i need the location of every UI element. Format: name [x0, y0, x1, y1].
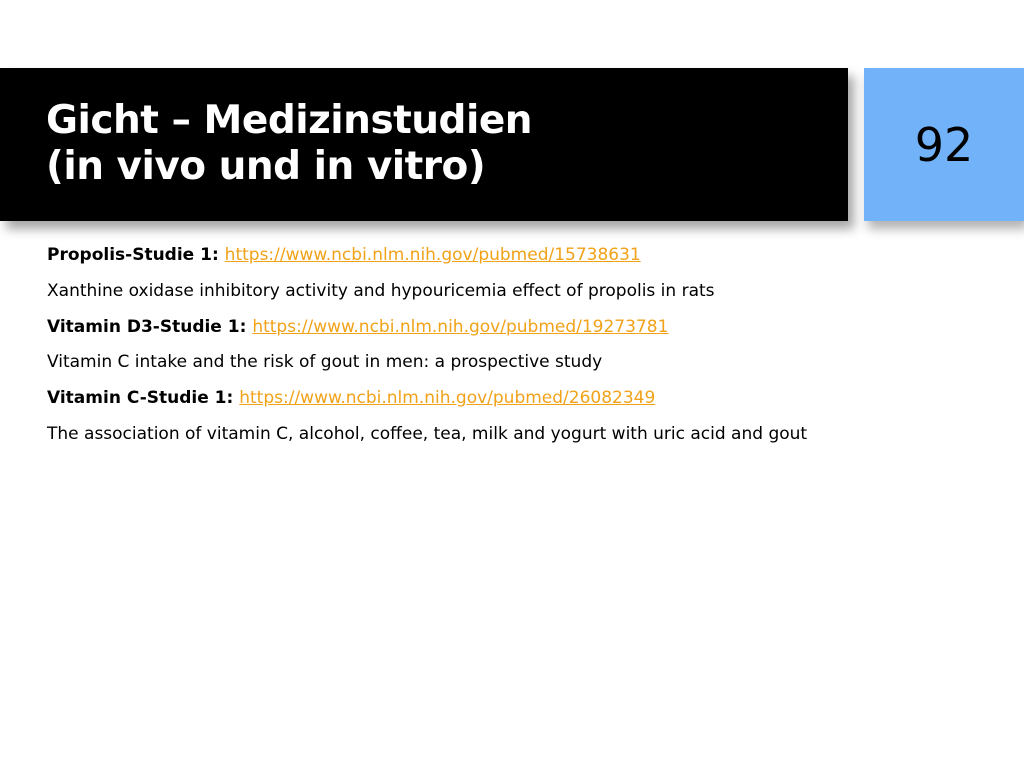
- study-1-link[interactable]: https://www.ncbi.nlm.nih.gov/pubmed/15738631: [224, 245, 641, 265]
- slide-title-line-1: Gicht – Medizinstudien: [46, 98, 533, 143]
- study-1-label: Propolis-Studie 1:: [47, 245, 225, 265]
- page-number: 92: [914, 118, 974, 172]
- study-3-link[interactable]: https://www.ncbi.nlm.nih.gov/pubmed/26082349: [239, 388, 656, 409]
- page-number-box: [864, 68, 1024, 221]
- study-2-description: Vitamin C intake and the risk of gout in men: a prospective study: [47, 352, 603, 373]
- study-list: [47, 238, 1007, 453]
- slide-title-line-2: (in vivo und in vitro): [46, 144, 486, 189]
- study-3-label: Vitamin C-Studie 1:: [47, 388, 240, 409]
- slide-title: [46, 98, 532, 190]
- study-1-source: [47, 238, 1007, 274]
- study-2-link[interactable]: https://www.ncbi.nlm.nih.gov/pubmed/19273781: [252, 316, 669, 337]
- study-3-source: [47, 381, 1007, 417]
- study-1-description: Xanthine oxidase inhibitory activity and hypouricemia effect of propolis in rats: [47, 280, 715, 301]
- study-2-source: [47, 310, 1007, 346]
- title-bar: [0, 68, 848, 221]
- study-3-description: The association of vitamin C, alcohol, coffee, tea, milk and yogurt with uric acid and gout: [47, 423, 808, 444]
- study-2-label: Vitamin D3-Studie 1:: [47, 316, 253, 337]
